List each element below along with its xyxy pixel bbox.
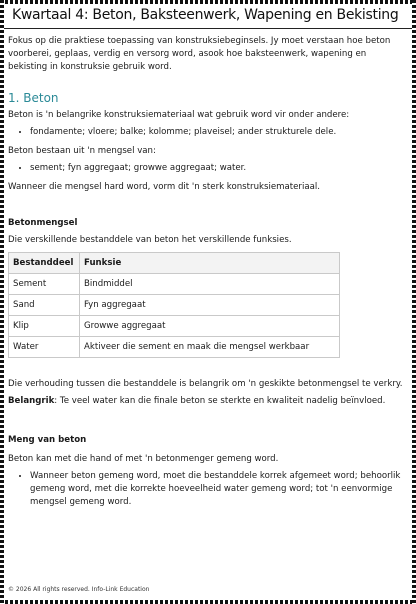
table-header-cell: Funksie [80, 253, 340, 274]
beton-uses-list [8, 126, 404, 139]
list-item: • Wanneer beton gemeng word, moet die bestanddele korrek afgemeet word; behoorlik gemeng word, met die korrekte hoeveelheid water gemeng word; tot 'n eenvormige mengsel gemeng word. [30, 470, 404, 509]
beton-ingredients-list [8, 162, 404, 175]
table-cell: Aktiveer die sement en maak die mengsel werkbaar [80, 337, 340, 358]
mix-ratio-paragraph: Die verhouding tussen die bestanddele is belangrik om 'n geskikte betonmengsel te verkry. [8, 379, 403, 389]
subheading-meng-van-beton: Meng van beton [8, 435, 87, 445]
footer-copyright: © 2026 All rights reserved. Info-Link Education [8, 586, 150, 593]
important-text: : Te veel water kan die finale beton se sterkte en kwaliteit nadelig beïnvloed. [54, 396, 386, 406]
table-cell: Growwe aggregaat [80, 316, 340, 337]
mixing-list [8, 470, 404, 509]
document-body [8, 35, 404, 515]
table-cell: Bindmiddel [80, 274, 340, 295]
table-cell: Sement [9, 274, 80, 295]
table-row [9, 337, 340, 358]
table-cell: Fyn aggregaat [80, 295, 340, 316]
mix-intro: Die verskillende bestanddele van beton het verskillende funksies. [8, 235, 292, 245]
beton-paragraph-2: Beton bestaan uit 'n mengsel van: [8, 146, 156, 156]
ingredients-table [8, 252, 340, 358]
decorative-border-left [0, 0, 4, 604]
table-row [9, 295, 340, 316]
subheading-betonmengsel: Betonmengsel [8, 218, 78, 228]
decorative-border-right [412, 0, 416, 604]
table-row [9, 316, 340, 337]
intro-paragraph: Fokus op die praktiese toepassing van konstruksiebeginsels. Jy moet verstaan hoe beton voorberei, geplaas, verdig en versorg word, asook hoe baksteenwerk, wapening en bekisting in konstruksie gebruik word. [8, 36, 391, 72]
list-item: • fondamente; vloere; balke; kolomme; plaveisel; ander strukturele dele. [30, 126, 404, 139]
important-note [8, 395, 404, 408]
important-label: Belangrik [8, 396, 55, 406]
page-header [4, 4, 412, 29]
table-header-row [9, 253, 340, 274]
table-cell: Sand [9, 295, 80, 316]
table-row [9, 274, 340, 295]
beton-paragraph-1: Beton is 'n belangrike konstruksiemateriaal wat gebruik word vir onder andere: [8, 110, 350, 120]
table-cell: Klip [9, 316, 80, 337]
page-title: Kwartaal 4: Beton, Baksteenwerk, Wapening en Bekisting [12, 7, 399, 23]
table-header-cell: Bestanddeel [9, 253, 80, 274]
list-item: • sement; fyn aggregaat; growwe aggregaat; water. [30, 162, 404, 175]
beton-paragraph-3: Wanneer die mengsel hard word, vorm dit 'n sterk konstruksiemateriaal. [8, 182, 321, 192]
decorative-border-bottom [0, 600, 416, 604]
section-title-beton: 1. Beton [8, 91, 59, 105]
mixing-intro: Beton kan met die hand of met 'n betonmenger gemeng word. [8, 454, 279, 464]
table-cell: Water [9, 337, 80, 358]
